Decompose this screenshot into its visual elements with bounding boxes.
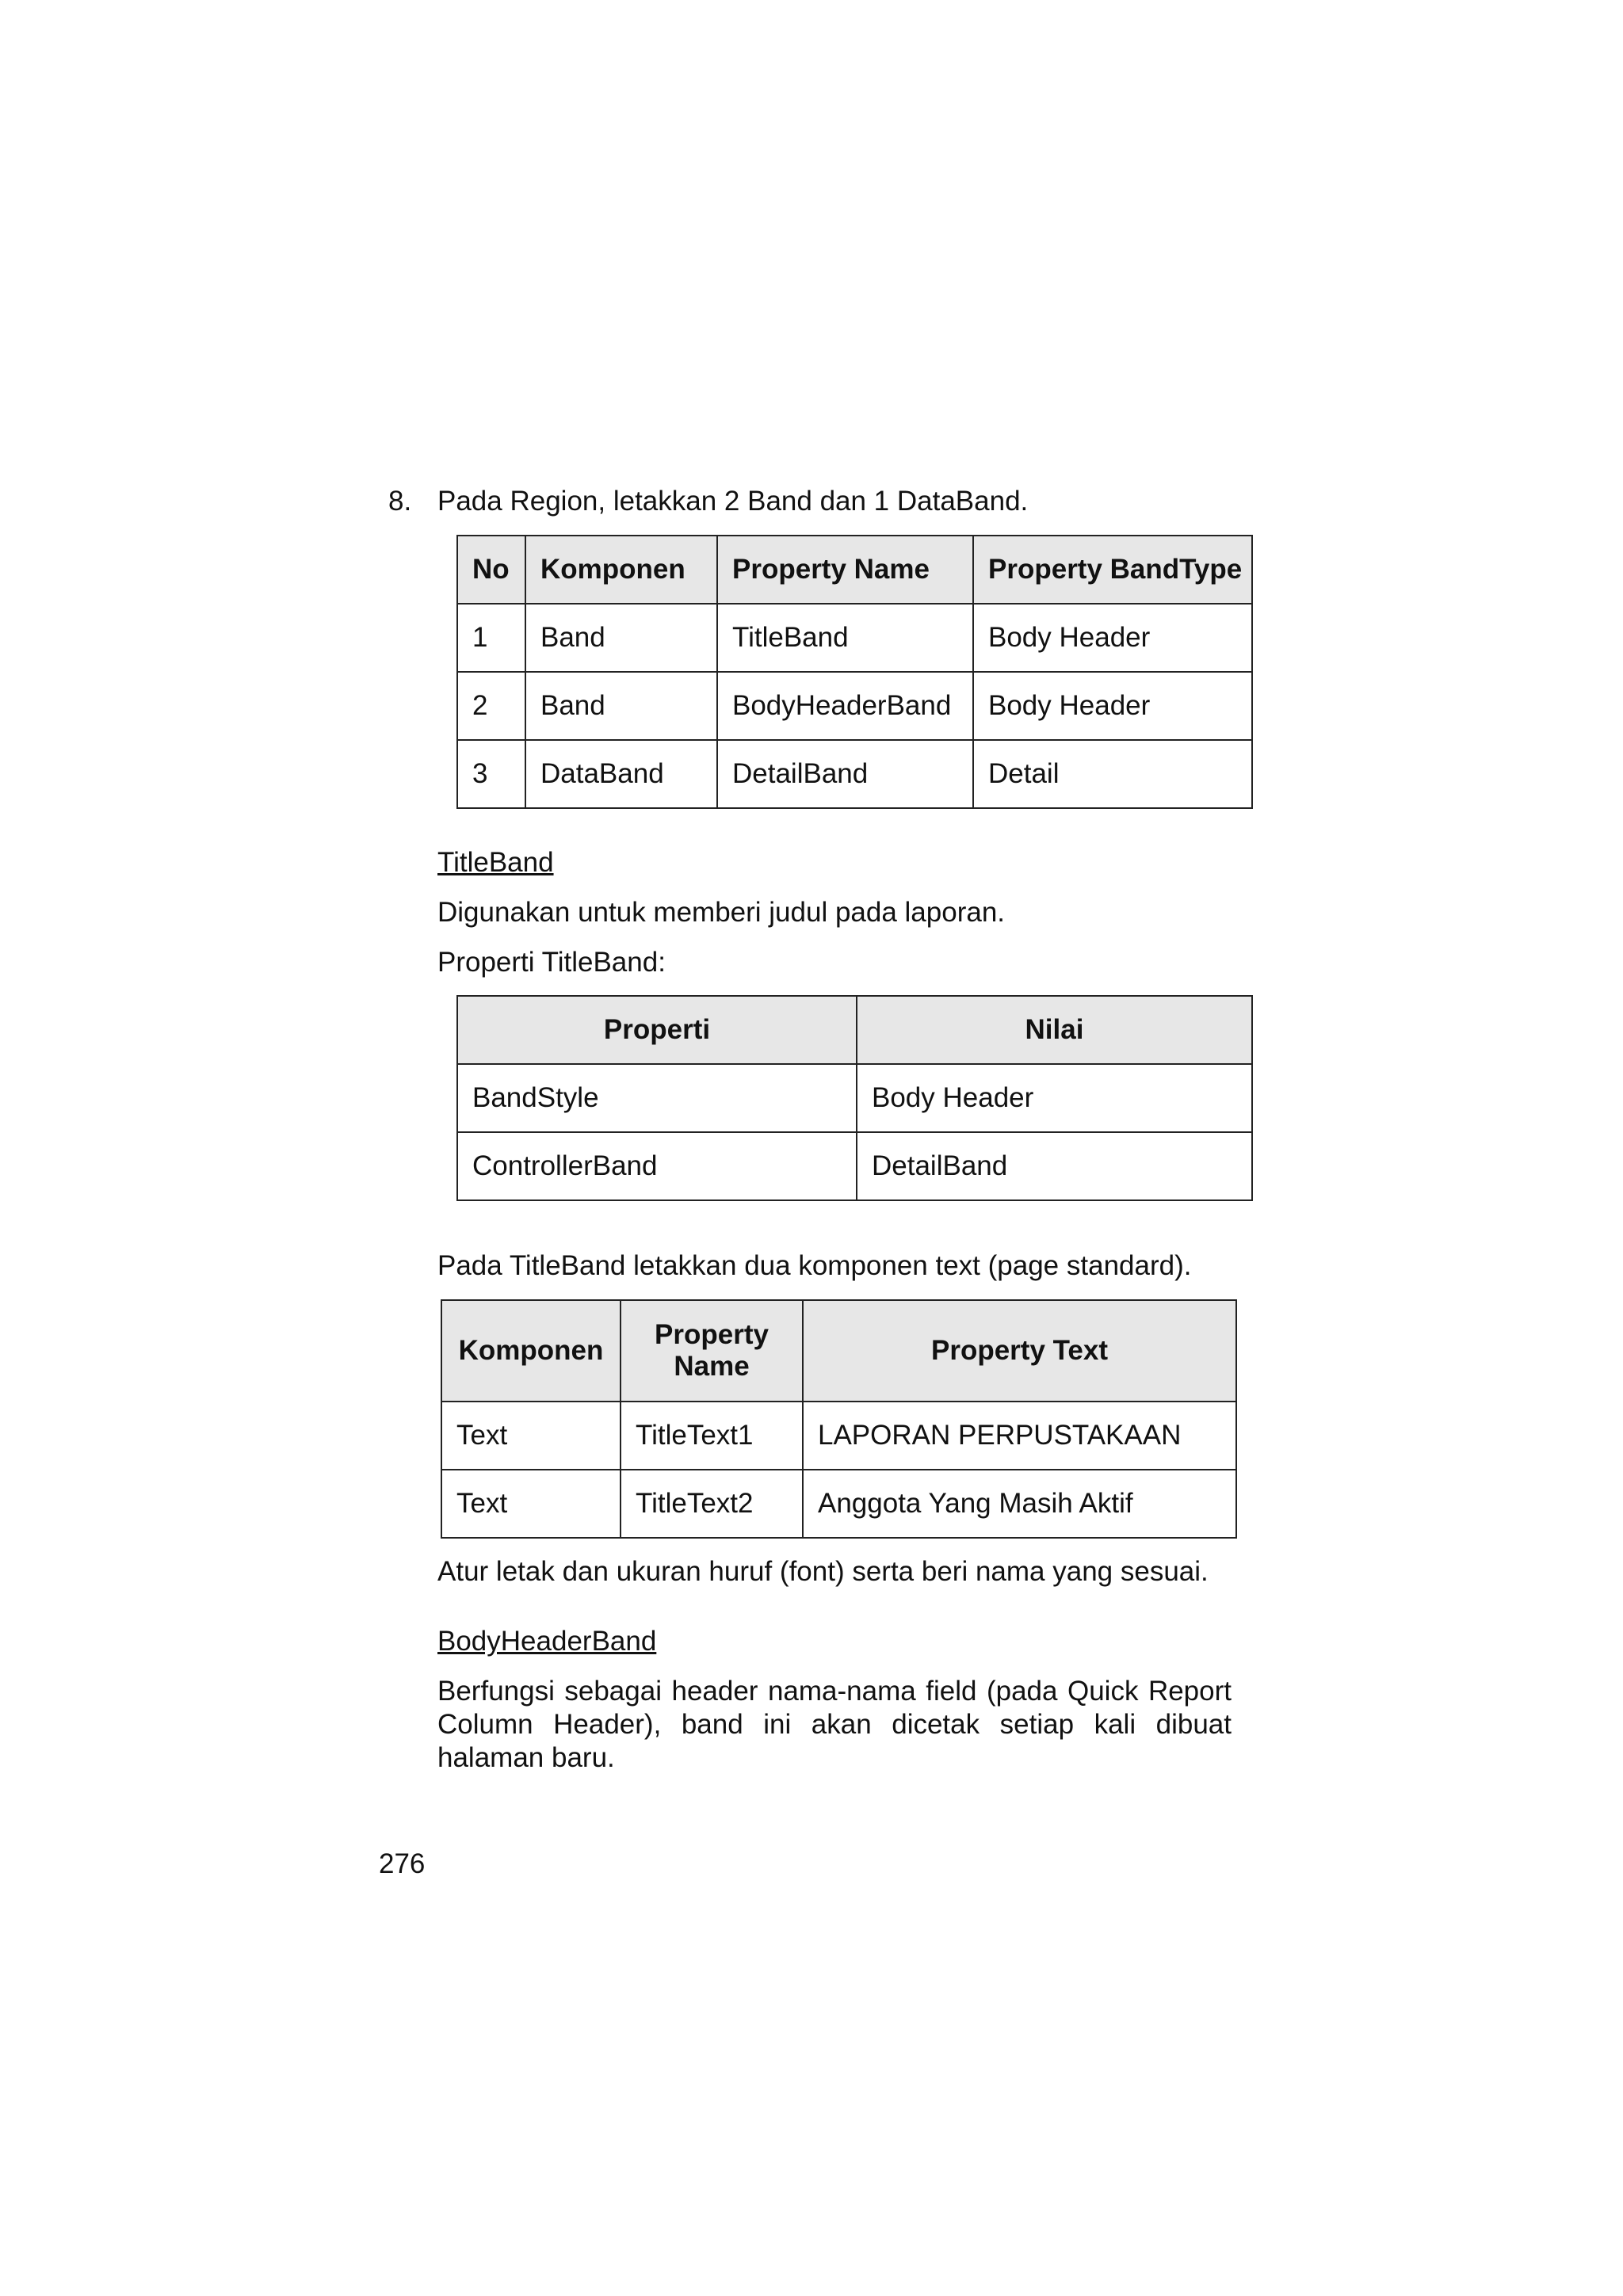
text-components-table <box>441 1299 1237 1539</box>
table-header-cell: Property Name <box>621 1300 803 1402</box>
table-header-row <box>457 536 1252 604</box>
table-header-cell: Komponen <box>441 1300 621 1402</box>
bodyheaderband-description: Berfungsi sebagai header nama-nama field (pada Quick Report Column Header), band ini akan dicetak setiap kali dibuat halaman baru. <box>437 1676 1232 1773</box>
table-header-cell: Property Name <box>717 536 973 604</box>
table-cell: Anggota Yang Masih Aktif <box>803 1470 1236 1538</box>
band-table <box>456 535 1253 809</box>
table-cell: TitleText1 <box>621 1402 803 1470</box>
bodyheaderband-heading: BodyHeaderBand <box>437 1626 657 1657</box>
titleband-description: Digunakan untuk memberi judul pada laporan. <box>437 897 1006 928</box>
table-header-cell: No <box>457 536 525 604</box>
table-cell: DataBand <box>525 740 717 808</box>
table-header-cell: Property BandType <box>973 536 1252 604</box>
table-header-cell: Nilai <box>857 996 1252 1064</box>
titleband-heading: TitleBand <box>437 847 554 878</box>
table-cell: Band <box>525 672 717 740</box>
table-row <box>457 1064 1252 1132</box>
list-number: 8. <box>388 486 412 517</box>
table-cell: DetailBand <box>717 740 973 808</box>
titleband-properties-table <box>456 995 1253 1201</box>
table-header-row <box>457 996 1252 1064</box>
table-cell: DetailBand <box>857 1132 1252 1200</box>
table-row <box>457 740 1252 808</box>
titleband-props-label: Properti TitleBand: <box>437 947 666 978</box>
text-component-instruction: Pada TitleBand letakkan dua komponen text (page standard). <box>437 1250 1192 1281</box>
table-header-cell: Property Text <box>803 1300 1236 1402</box>
table-cell: TitleBand <box>717 604 973 672</box>
table-cell: Band <box>525 604 717 672</box>
table-cell: 1 <box>457 604 525 672</box>
table-cell: LAPORAN PERPUSTAKAAN <box>803 1402 1236 1470</box>
table-row <box>441 1470 1236 1538</box>
table-cell: ControllerBand <box>457 1132 857 1200</box>
table-cell: BandStyle <box>457 1064 857 1132</box>
table-header-cell: Komponen <box>525 536 717 604</box>
table-header-row <box>441 1300 1236 1402</box>
table-cell: Body Header <box>973 604 1252 672</box>
table-cell: Body Header <box>973 672 1252 740</box>
table-cell: BodyHeaderBand <box>717 672 973 740</box>
table-row <box>457 1132 1252 1200</box>
table-row <box>457 672 1252 740</box>
table-header-cell: Properti <box>457 996 857 1064</box>
table-cell: TitleText2 <box>621 1470 803 1538</box>
font-instruction: Atur letak dan ukuran huruf (font) serta beri nama yang sesuai. <box>437 1556 1209 1587</box>
table-cell: Body Header <box>857 1064 1252 1132</box>
table-row <box>441 1402 1236 1470</box>
table-row <box>457 604 1252 672</box>
table-cell: Text <box>441 1402 621 1470</box>
table-cell: Text <box>441 1470 621 1538</box>
table-cell: 3 <box>457 740 525 808</box>
table-cell: 2 <box>457 672 525 740</box>
table-cell: Detail <box>973 740 1252 808</box>
item-8-text: Pada Region, letakkan 2 Band dan 1 DataBand. <box>437 486 1029 517</box>
page-number: 276 <box>379 1848 426 1879</box>
